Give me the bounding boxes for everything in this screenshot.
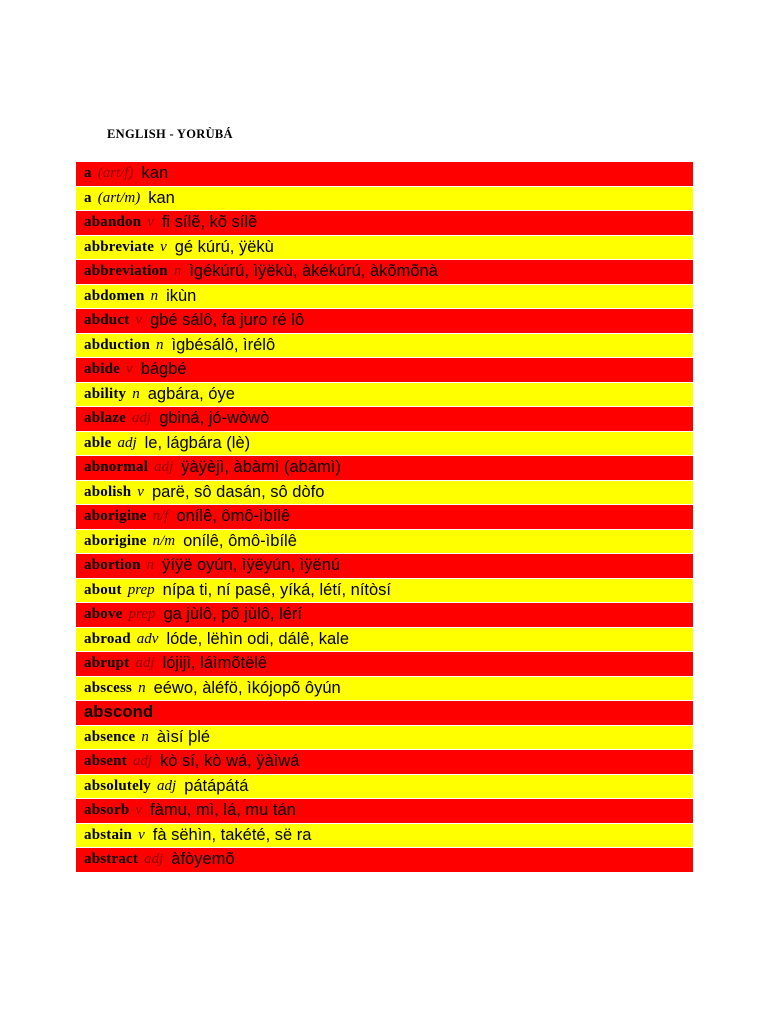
dictionary-entry-row [76,579,693,604]
dictionary-entry-row [76,432,693,457]
page-title: ENGLISH - YORÙBÁ [107,127,233,141]
entry-word: absorb [84,802,130,819]
entry-part-of-speech: n [138,679,146,696]
entry-word: a [84,189,92,206]
dictionary-entry-row [76,652,693,677]
entry-definition: ìgbésálô, ìrélô [171,335,276,354]
dictionary-entry-row [76,236,693,261]
entry-part-of-speech: prep [128,606,156,623]
dictionary-entry-row [76,775,693,800]
entry-definition: ikùn [166,286,197,305]
entry-part-of-speech: adj [117,434,137,451]
dictionary-entry-row [76,211,693,236]
entry-word: abbreviation [84,263,168,280]
entry-part-of-speech: (art/f) [97,165,134,182]
entry-part-of-speech: n [132,385,140,402]
entry-definition: lóde, lëhìn odi, dálê, kale [166,629,350,648]
entry-definition: kan [141,164,169,183]
dictionary-table [76,162,693,873]
dictionary-entry-row [76,383,693,408]
entry-word: abbreviate [84,238,155,255]
entry-definition: parë, sô dasán, sô dòfo [151,482,325,501]
entry-word: aborigine [84,508,147,525]
dictionary-entry-row [76,701,693,726]
dictionary-entry-row [76,726,693,751]
dictionary-entry-row [76,848,693,873]
entry-definition: ìgékúrú, ìÿëkù, àkékúrú, àkõmõnà [189,262,438,281]
dictionary-entry-row [76,260,693,285]
dictionary-entry-row [76,603,693,628]
entry-word: about [84,581,122,598]
dictionary-entry-row [76,358,693,383]
entry-word: abstract [84,851,139,868]
entry-word: abandon [84,214,142,231]
entry-definition: gbé sálô, fa juro ré lô [150,311,305,330]
entry-word: abduct [84,312,130,329]
entry-word: ablaze [84,410,127,427]
entry-word: abstain [84,826,133,843]
entry-word: abrupt [84,655,130,672]
entry-definition: fà sëhìn, takété, së ra [152,825,312,844]
dictionary-entry-row [76,530,693,555]
entry-definition: gbiná, jó-wòwò [159,409,270,428]
entry-word: abduction [84,336,150,353]
entry-definition: bágbé [140,360,187,379]
dictionary-entry-row [76,824,693,849]
entry-definition: àìsí þlé [156,727,211,746]
entry-definition: pátápátá [184,776,249,795]
entry-part-of-speech: adj [132,753,153,770]
dictionary-entry-row [76,407,693,432]
entry-definition: àfòyemõ [171,850,235,869]
entry-word: abdomen [84,287,145,304]
dictionary-entry-row [76,481,693,506]
entry-word: abortion [84,557,141,574]
entry-part-of-speech: v [126,361,133,378]
entry-definition: onílê, ômô-ìbílê [183,531,297,550]
entry-part-of-speech: n [141,728,149,745]
entry-definition: gé kúrú, ÿëkù [174,237,274,256]
entry-part-of-speech: adj [157,777,177,794]
entry-definition: lójijì, láìmõtëlê [162,654,268,673]
entry-word: abscond [84,703,154,722]
entry-word: abroad [84,630,131,647]
entry-part-of-speech: v [160,238,167,255]
dictionary-entry-row [76,309,693,334]
dictionary-entry-row [76,285,693,310]
entry-word: a [84,165,92,182]
entry-part-of-speech: v [135,312,143,329]
entry-part-of-speech: n [173,263,182,280]
dictionary-entry-row [76,334,693,359]
entry-word: ability [84,385,127,402]
dictionary-entry-row [76,554,693,579]
entry-word: absolutely [84,777,152,794]
entry-part-of-speech: adv [136,630,159,647]
entry-part-of-speech: n/m [152,532,176,549]
entry-word: aborigine [84,532,147,549]
entry-word: absence [84,728,136,745]
entry-part-of-speech: adj [154,459,174,476]
entry-word: abolish [84,483,132,500]
entry-part-of-speech: n [146,557,155,574]
dictionary-entry-row [76,456,693,481]
dictionary-entry-row [76,162,693,187]
dictionary-entry-row [76,750,693,775]
entry-part-of-speech: adj [132,410,152,427]
entry-definition: eéwo, àléfö, ìkójopõ ôyún [153,678,341,697]
entry-definition: fàmu, mì, lá, mu tán [150,801,296,820]
entry-part-of-speech: n [156,336,164,353]
entry-definition: nípa ti, ní pasê, yíká, létí, nítòsí [162,580,392,599]
entry-definition: ÿíÿë oyún, ìÿëyún, ìÿënú [162,556,341,575]
dictionary-entry-row [76,187,693,212]
entry-word: abide [84,361,121,378]
dictionary-entry-row [76,505,693,530]
entry-definition: ÿàÿèjì, àbàmì (abàmì) [181,458,341,477]
entry-word: above [84,606,123,623]
entry-part-of-speech: n/f [152,508,169,525]
entry-part-of-speech: v [147,214,154,231]
entry-word: able [84,434,112,451]
entry-part-of-speech: v [135,802,143,819]
entry-definition: agbára, óye [147,384,235,403]
entry-word: abnormal [84,459,149,476]
entry-definition: kan [148,188,175,207]
entry-part-of-speech: v [137,483,144,500]
entry-part-of-speech: adj [144,851,164,868]
entry-definition: fi sílẽ, kõ sílẽ [161,213,258,232]
entry-part-of-speech: v [138,826,145,843]
dictionary-entry-row [76,677,693,702]
entry-part-of-speech: adj [135,655,155,672]
dictionary-entry-row [76,628,693,653]
entry-part-of-speech: (art/m) [97,189,141,206]
entry-definition: onílê, ômô-ìbílê [176,507,291,526]
entry-definition: ga jùlô, põ jùlô, lérí [163,605,302,624]
entry-word: absent [84,753,127,770]
entry-part-of-speech: prep [127,581,155,598]
entry-part-of-speech: n [150,287,159,304]
entry-word: abscess [84,679,133,696]
entry-definition: le, lágbára (lè) [144,433,251,452]
dictionary-entry-row [76,799,693,824]
entry-definition: kò sí, kò wá, ÿàìwá [160,752,300,771]
